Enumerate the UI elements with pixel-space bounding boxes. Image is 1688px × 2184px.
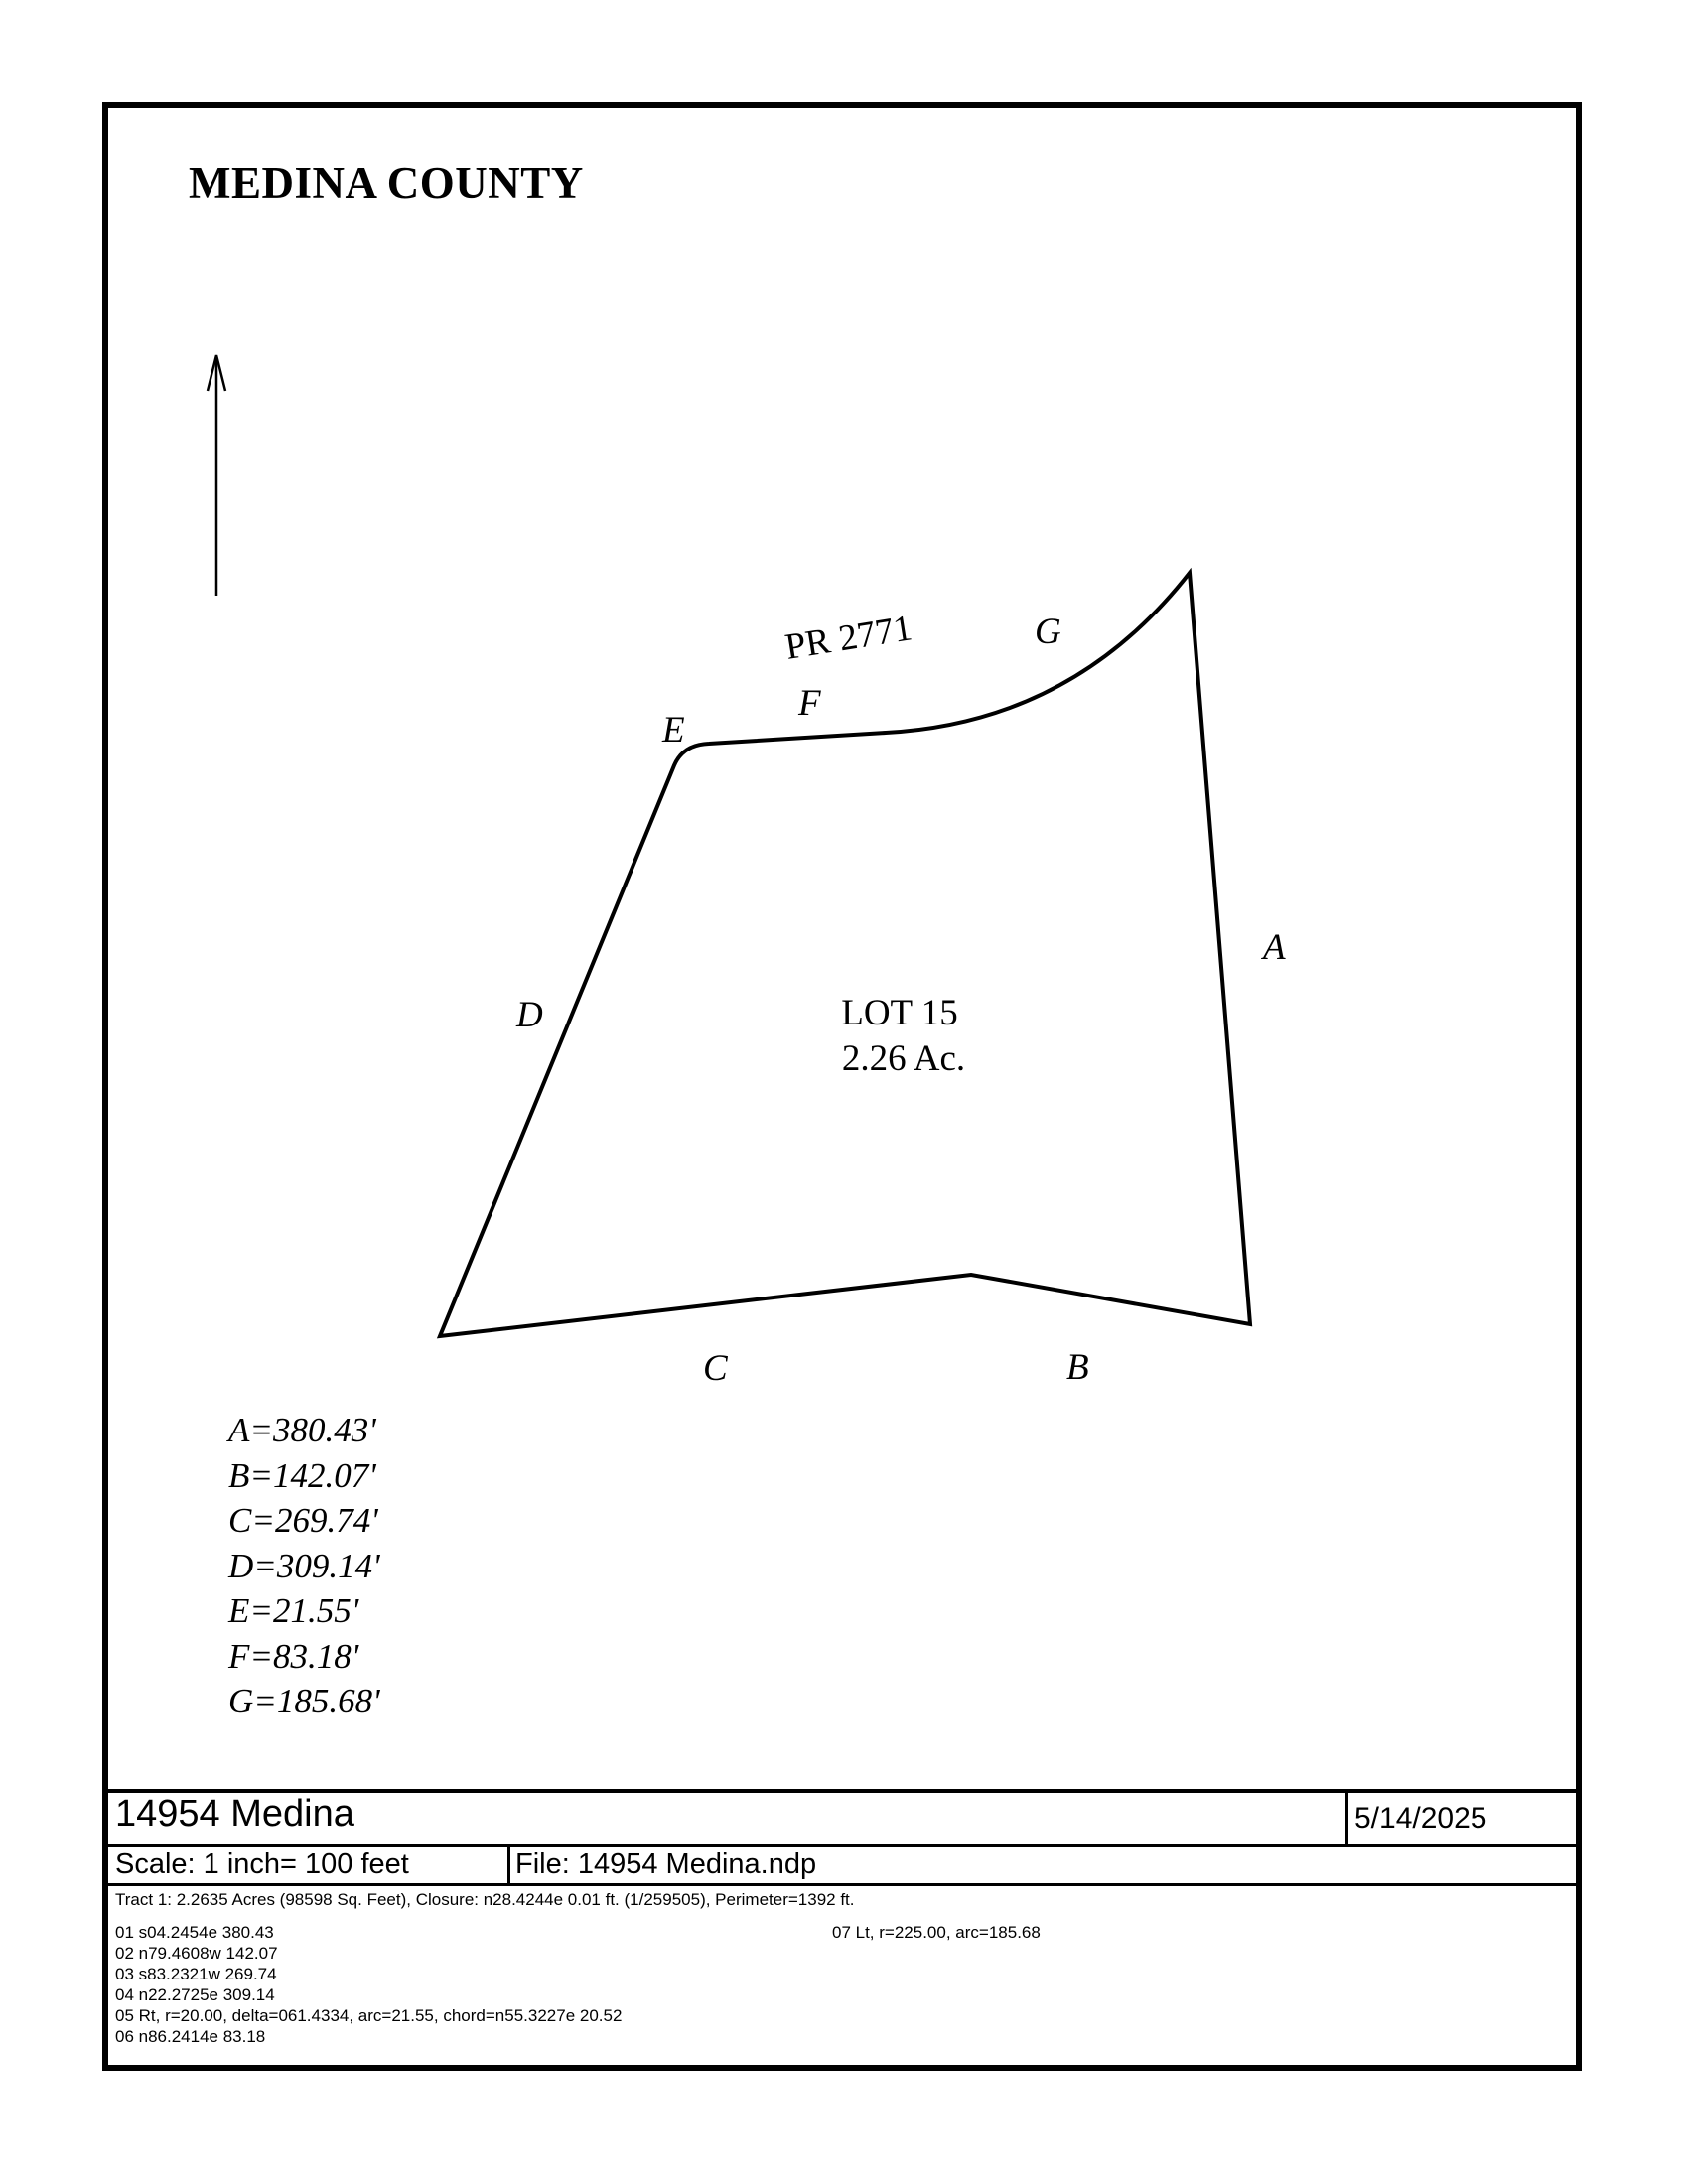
- plot-date: 5/14/2025: [1354, 1802, 1487, 1835]
- north-arrow-icon: [208, 355, 225, 596]
- job-name: 14954 Medina: [115, 1793, 354, 1835]
- segment-label-a: A: [1263, 927, 1286, 968]
- tract-summary: Tract 1: 2.2635 Acres (98598 Sq. Feet), Closure: n28.4244e 0.01 ft. (1/259505), Perimeter=1392 ft.: [115, 1890, 855, 1909]
- title-block-divider: [105, 1844, 1579, 1847]
- legend-item-f: F=83.18': [228, 1636, 359, 1676]
- call-item: 01 s04.2454e 380.43: [115, 1923, 274, 1942]
- calls-list-left: [115, 1922, 622, 2047]
- segment-label-b: B: [1066, 1347, 1089, 1388]
- legend-item-e: E=21.55': [228, 1591, 359, 1630]
- call-item: 05 Rt, r=20.00, delta=061.4334, arc=21.55, chord=n55.3227e 20.52: [115, 2006, 623, 2025]
- lot-label: LOT 15: [841, 993, 958, 1033]
- road-label: PR 2771: [781, 608, 915, 668]
- call-item: 04 n22.2725e 309.14: [115, 1985, 275, 2004]
- lot-area-label: 2.26 Ac.: [841, 1038, 966, 1079]
- title-block-divider: [507, 1845, 510, 1885]
- county-title: MEDINA COUNTY: [189, 158, 584, 207]
- legend-item-a: A=380.43': [228, 1411, 376, 1449]
- title-block-divider: [1345, 1791, 1348, 1846]
- segment-length-legend: [228, 1408, 380, 1724]
- legend-item-b: B=142.07': [228, 1455, 376, 1495]
- title-block-divider: [105, 1883, 1579, 1886]
- call-item: 03 s83.2321w 269.74: [115, 1965, 277, 1983]
- scale-text: Scale: 1 inch= 100 feet: [115, 1848, 409, 1880]
- segment-label-d: D: [516, 995, 543, 1035]
- lot-boundary: [440, 573, 1250, 1336]
- call-item: 07 Lt, r=225.00, arc=185.68: [832, 1923, 1041, 1942]
- legend-item-c: C=269.74': [228, 1501, 378, 1540]
- segment-label-f: F: [798, 683, 821, 724]
- calls-list-right: [832, 1922, 1041, 1943]
- legend-item-g: G=185.68': [228, 1682, 380, 1720]
- legend-item-d: D=309.14': [228, 1546, 380, 1585]
- segment-label-c: C: [703, 1348, 728, 1389]
- file-name: File: 14954 Medina.ndp: [515, 1848, 817, 1880]
- call-item: 06 n86.2414e 83.18: [115, 2027, 266, 2046]
- call-item: 02 n79.4608w 142.07: [115, 1944, 278, 1963]
- segment-label-g: G: [1035, 612, 1061, 652]
- segment-label-e: E: [662, 710, 685, 751]
